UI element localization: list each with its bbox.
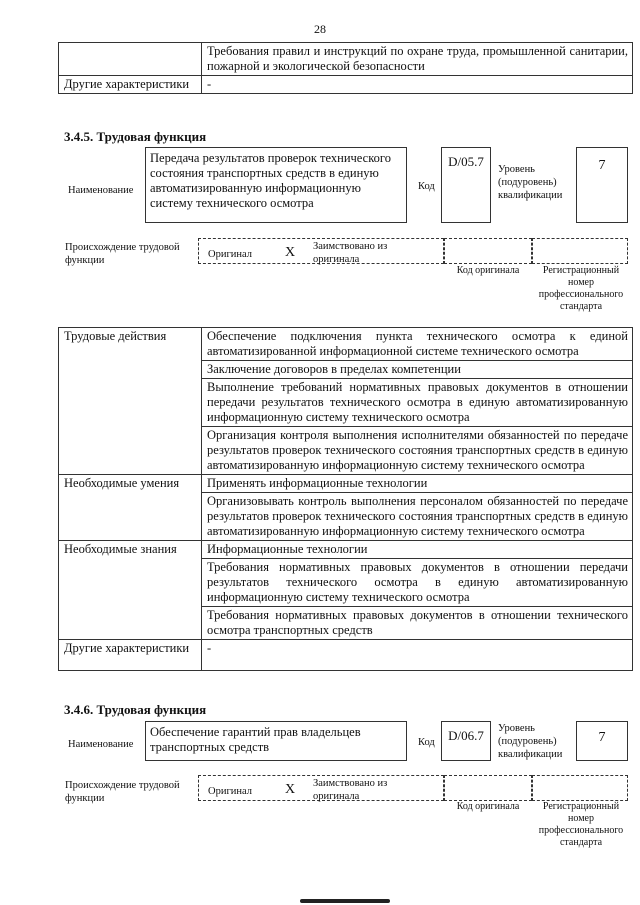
function-code: D/06.7 [441,721,491,761]
table-cell-text: - [202,76,633,94]
table-row [59,475,633,493]
page-edge-mark [300,899,390,903]
borrowed-label: Заимствовано из оригинала [313,241,388,265]
origin-label: Происхождение трудовой функции [65,780,180,804]
other-value: - [202,640,633,671]
code-label: Код [418,737,435,748]
function-details-table [58,327,633,671]
origin-label: Происхождение трудовой функции [65,242,180,266]
knowledge-label: Необходимые знания [59,541,202,640]
table-row [59,43,633,76]
original-label: Оригинал [208,786,252,797]
labor-action-item: Заключение договоров в пределах компетенции [202,361,633,379]
code-original-caption: Код оригинала [456,801,520,812]
table-cell-text: Требования правил и инструкций по охране труда, промышленной санитарии, пожарной и экологической безопасности [202,43,633,76]
table-row [59,328,633,361]
table-row [59,640,633,671]
knowledge-item: Информационные технологии [202,541,633,559]
level-label: Уровень (подуровень) квалификации [498,723,563,760]
reg-number-box [532,238,628,264]
function-name-box: Обеспечение гарантий прав владельцев транспортных средств [145,721,407,761]
code-original-box [444,775,532,801]
table-row [59,541,633,559]
top-table [58,42,633,94]
name-label: Наименование [68,739,134,750]
qualification-level: 7 [576,721,628,761]
original-mark: X [285,245,296,260]
section-heading-346: 3.4.6. Трудовая функция [64,702,207,717]
page-number: 28 [314,22,326,36]
qualification-level: 7 [576,147,628,223]
other-label: Другие характеристики [59,640,202,671]
original-mark: X [285,782,296,797]
code-label: Код [418,181,435,192]
table-cell-label: Другие характеристики [59,76,202,94]
borrowed-label: Заимствовано из оригинала [313,778,388,802]
function-name-box: Передача результатов проверок технического состояния транспортных средств в единую автоматизированную информационную систему технического осмотра [145,147,407,223]
knowledge-item: Требования нормативных правовых документов в отношении технического осмотра транспортных средств [202,607,633,640]
table-cell-label [59,43,202,76]
original-label: Оригинал [208,249,252,260]
function-code: D/05.7 [441,147,491,223]
code-original-caption: Код оригинала [456,265,520,276]
code-original-box [444,238,532,264]
labor-action-item: Организация контроля выполнения исполнителями обязанностей по передаче результатов проверок технического состояния транспортных средств в единую автоматизированную информационную систему технического осмотра [202,427,633,475]
reg-number-caption: Регистрационный номер профессионального стандарта [538,801,624,848]
section-heading-345: 3.4.5. Трудовая функция [64,129,207,144]
labor-action-item: Обеспечение подключения пункта технического осмотра к единой автоматизированной информационной системе технического осмотра [202,328,633,361]
table-row [59,76,633,94]
labor-actions-label: Трудовые действия [59,328,202,475]
skills-label: Необходимые умения [59,475,202,541]
skill-item: Организовывать контроль выполнения персоналом обязанностей по передаче результатов проверок технического состояния транспортных средств в единую автоматизированную информационную систему технического осмотра [202,493,633,541]
reg-number-box [532,775,628,801]
reg-number-caption: Регистрационный номер профессионального стандарта [538,265,624,312]
knowledge-item: Требования нормативных правовых документов в отношении передачи результатов технического осмотра в единую автоматизированную информационную систему технического осмотра [202,559,633,607]
level-label: Уровень (подуровень) квалификации [498,164,563,201]
labor-action-item: Выполнение требований нормативных правовых документов в отношении передачи результатов технического осмотра в единую автоматизированную информационную систему технического осмотра [202,379,633,427]
name-label: Наименование [68,185,134,196]
skill-item: Применять информационные технологии [202,475,633,493]
